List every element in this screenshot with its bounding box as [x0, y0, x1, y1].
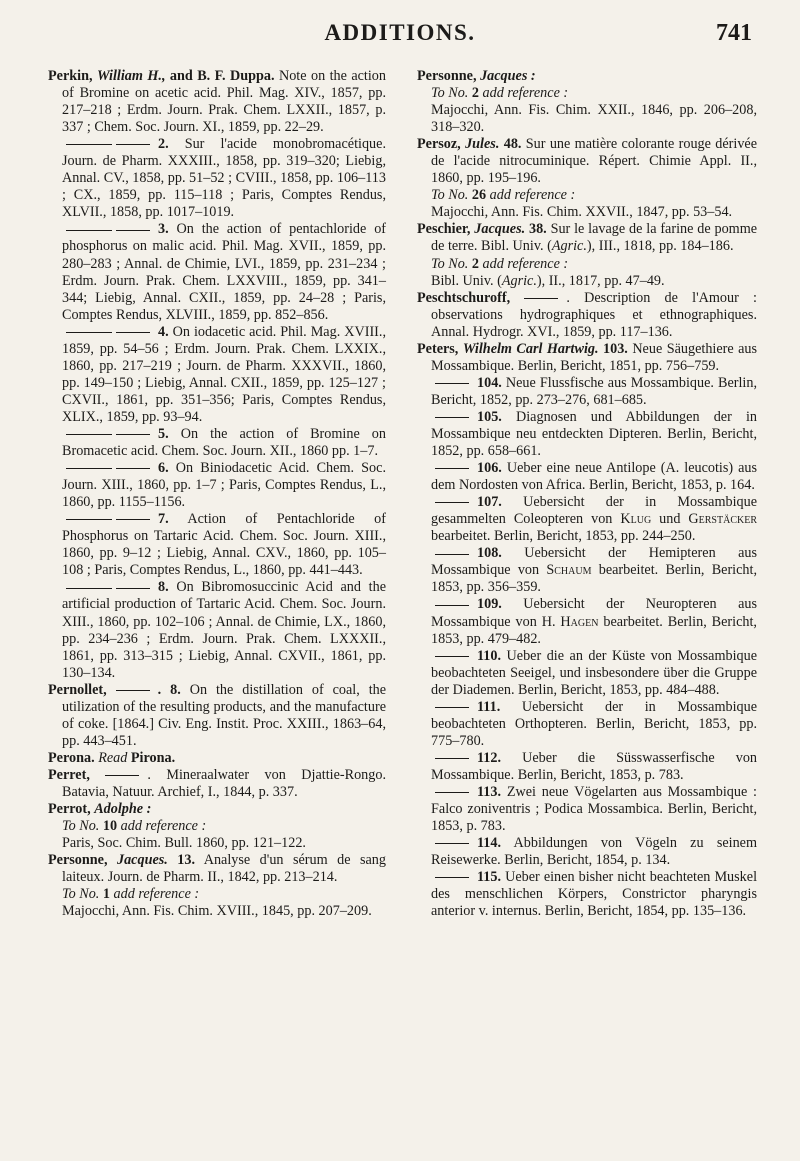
entry-peters-111: 111. Uebersicht der in Mossambique beobachteten Orthopteren. Berlin, Bericht, 1853, pp. 775–780. — [431, 698, 758, 749]
page-number: 741 — [716, 20, 752, 46]
entry-peters-108: 108. Uebersicht der Hemipteren aus Mossambique von Schaum bearbeitet. Berlin, Bericht, 1853, pp. 356–359. — [431, 545, 758, 596]
entry-perkin-3: 3. On the action of pentachloride of phosphorus on malic acid. Phil. Mag. XVII., 1859, pp. 280–283 ; Annal. de Chimie, LVI., 1859, pp. 231–234 ; Erdm. Journ. Prak. Chem. LXXVIII., 1859, pp. 341–344; Liebig, Annal. CXII., 1859, pp. 24–28 ; Paris, Comptes Rendus, XLVIII., 1859, pp. 852–856. — [62, 221, 387, 323]
entry-perkin-8: 8. On Bibromosuccinic Acid and the artificial production of Tartaric Acid. Chem. Soc. Journ. XIII., 1860, pp. 102–106 ; Annal. de Chimie, LX., 1860, pp. 234–236 ; Erdm. Journ. Prak. Chem. LXXXII., 1861, pp. 313–315 ; Liebig, Annal. CXVII., 1861, pp. 130–134. — [62, 579, 386, 681]
entry-personne-1: Personne, Jacques. 13. Analyse d'un sérum de sang laiteux. Journ. de Pharm. II., 1842, pp. 213–214. To No. 1 add reference : Majocchi, Ann. Fis. Chim. XVIII., 1845, pp. 207–209. — [48, 852, 386, 920]
entry-peters-109: 109. Uebersicht der Neuropteren aus Mossambique von H. Hagen bearbeitet. Berlin, Bericht, 1853, pp. 479–482. — [431, 596, 758, 647]
entry-perret: Perret, . Mineraalwater von Djattie-Rongo. Batavia, Natuur. Archief, I., 1844, p. 337. — [48, 766, 386, 800]
entry-perkin-2: 2. Sur l'acide monobromacétique. Journ. de Pharm. XXXIII., 1858, pp. 319–320; Liebig, Annal. CV., 1858, pp. 51–52 ; CVIII., 1858, pp. 106–113 ; CX., 1859, pp. 115–118 ; Paris, Comptes Rendus, XLVII., 1858, pp. 1017–1019. — [62, 136, 386, 221]
entry-perrot: Perrot, Adolphe : To No. 10 add reference : Paris, Soc. Chim. Bull. 1860, pp. 121–122. — [48, 801, 306, 852]
entry-perona: Perona. Read Pirona. — [48, 749, 176, 766]
entry-peters-105: 105. Diagnosen und Abbildungen der in Mossambique neu entdeckten Dipteren. Berlin, Bericht, 1852, pp. 658–661. — [431, 408, 757, 460]
entry-perkin-6: 6. On Biniodacetic Acid. Chem. Soc. Journ. XIII., 1860, pp. 1–7 ; Paris, Comptes Rendus, L., 1860, pp. 1155–1156. — [62, 460, 386, 511]
right-column — [417, 68, 757, 920]
entry-peters: Peters, Wilhelm Carl Hartwig. 103. Neue Säugethiere aus Mossambique. Berlin, Bericht, 1851, pp. 756–759. — [417, 340, 758, 374]
entry-peters-106: 106. Ueber eine neue Antilope (A. leucotis) aus dem Nordosten von Africa. Berlin, Bericht, 1853, p. 164. — [431, 460, 758, 494]
left-column — [48, 68, 386, 920]
entry-perkin: Perkin, William H., and B. F. Duppa. Note on the action of Bromine on acetic acid. Phil. Mag. XIV., 1857, pp. 217–218 ; Erdm. Journ. Prak. Chem. LXXII., 1857, p. 337 ; Chem. Soc. Journ. XI., 1859, pp. 22–29. — [48, 68, 386, 136]
entry-peters-110: 110. Ueber die an der Küste von Mossambique beobachteten Seeigel, und insbesondere über die Gruppe der Diademen. Berlin, Bericht, 1853, pp. 484–488. — [431, 647, 758, 698]
entry-pernollet: Pernollet, . 8. On the distillation of coal, the utilization of the resulting products, and the manufacture of coke. [1864.] Civ. Eng. Instit. Proc. XXIII., 1863–64, pp. 443–451. — [48, 681, 387, 749]
entry-persoz: Persoz, Jules. 48. Sur une matière colorante rouge dérivée de l'acide nitrocuminique. Répert. Chimie Appl. II., 1860, pp. 195–196. To No. 26 add reference : Majocchi, Ann. Fis. Chim. XXVII., 1847, pp. 53–54. — [417, 136, 758, 221]
entry-peters-112: 112. Ueber die Süsswasserfische von Mossambique. Berlin, Bericht, 1853, p. 783. — [431, 749, 758, 783]
entry-personne-2: Personne, Jacques : To No. 2 add reference : Majocchi, Ann. Fis. Chim. XXII., 1846, pp. 206–208, 318–320. — [417, 68, 757, 136]
entry-peschier: Peschier, Jacques. 38. Sur le lavage de la farine de pomme de terre. Bibl. Univ. (Agric.), III., 1818, pp. 184–186. To No. 2 add reference : Bibl. Univ. (Agric.), II., 1817, pp. 47–49. — [417, 221, 758, 289]
entry-peters-107: 107. Uebersicht der in Mossambique gesammelten Coleopteren von Klug und Gerstäcker bearbeitet. Berlin, Bericht, 1853, pp. 244–250. — [431, 494, 758, 545]
entry-peters-114: 114. Abbildungen von Vögeln zu seinem Reisewerke. Berlin, Bericht, 1854, p. 134. — [431, 835, 758, 869]
page-header — [48, 20, 752, 60]
entry-peschtschuroff: Peschtschuroff, . Description de l'Amour : observations hydrographiques et ethnographiques. Annal. Hydrogr. XVI., 1859, pp. 117–136. — [417, 289, 757, 340]
entry-peters-115: 115. Ueber einen bisher nicht beachteten Muskel des menschlichen Körpers, Constrictor pharyngis anterior v. internus. Berlin, Bericht, 1854, pp. 135–136. — [431, 869, 758, 920]
entry-perkin-4: 4. On iodacetic acid. Phil. Mag. XVIII., 1859, pp. 54–56 ; Erdm. Journ. Prak. Chem. LXXIX., 1860, pp. 217–219 ; Journ. de Pharm. XXXVII., 1860, pp. 149–150 ; Liebig, Annal. CXII., 1859, pp. 125–127 ; CXVII., 1861, pp. 351–356; Paris, Comptes Rendus, XLIX., 1859, pp. 93–94. — [62, 323, 386, 425]
entry-perkin-7: 7. Action of Pentachloride of Phosphorus on Tartaric Acid. Chem. Soc. Journ. XIII., 1860, pp. 9–12 ; Liebig, Annal. CXV., 1860, pp. 105–108 ; Paris, Comptes Rendus, L., 1860, pp. 441–443. — [62, 511, 386, 579]
entry-peters-104: 104. Neue Flussfische aus Mossambique. Berlin, Bericht, 1852, pp. 273–276, 681–685. — [431, 374, 757, 408]
entry-perkin-5: 5. On the action of Bromine on Bromacetic acid. Chem. Soc. Journ. XII., 1860 pp. 1–7. — [62, 425, 386, 460]
running-title: ADDITIONS. — [324, 20, 476, 45]
entry-peters-113: 113. Zwei neue Vögelarten aus Mossambique : Falco zoniventris ; Podica Mossambica. Berlin, Bericht, 1853, p. 783. — [431, 783, 757, 835]
